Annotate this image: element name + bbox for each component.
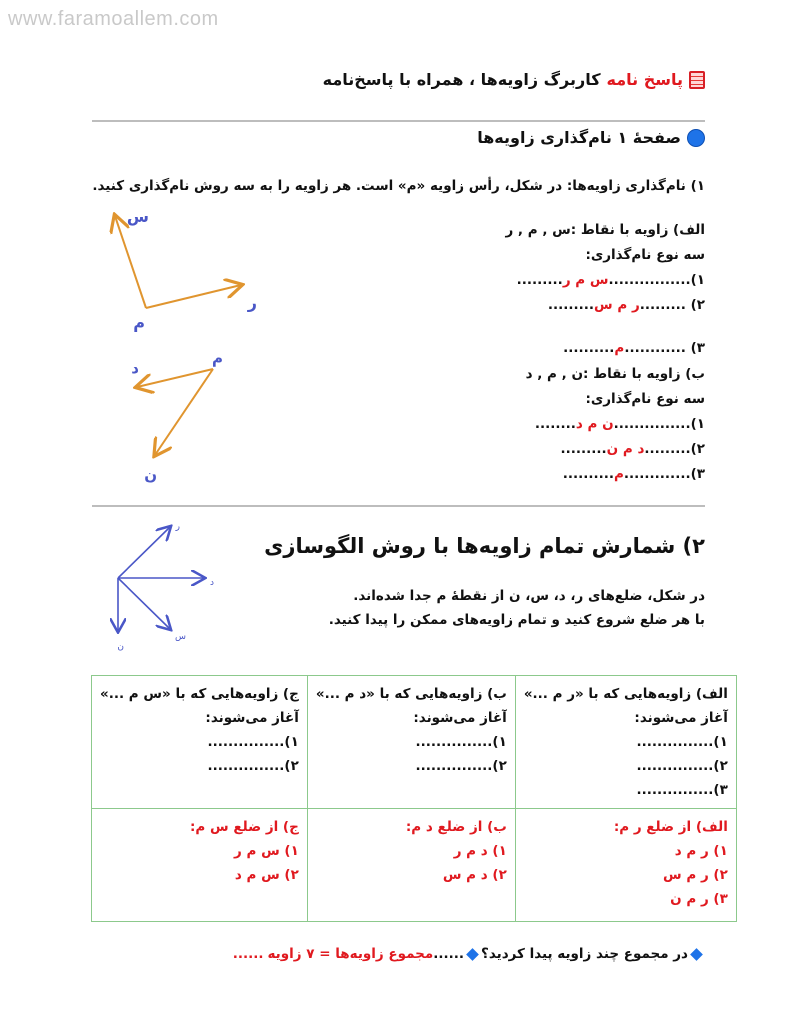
footer-summary: در مجموع چند زاویه پیدا کردید؟ ...... مجموع زاویه‌ها = ۷ زاویه ...... <box>233 946 705 962</box>
label-n: ن <box>117 642 124 652</box>
title-worksheet: کاربرگ زاویه‌ها ، همراه با پاسخ‌نامه <box>322 70 601 89</box>
questions-row <box>92 676 737 809</box>
answer-text: م <box>614 466 624 482</box>
question-cell-r: الف) زاویه‌هایی که با «ر م ...» آغاز می‌شوند: ۱)............... ۲)............... ۳)............... <box>515 676 736 809</box>
ray-s <box>115 216 146 308</box>
part-a-item-3: ۳) ............م.......... <box>563 340 705 356</box>
rays-figure <box>100 515 225 655</box>
label-d: د <box>209 578 214 588</box>
book-icon <box>689 71 705 89</box>
label-vertex: م <box>212 349 223 367</box>
page-title <box>323 70 705 89</box>
answer-cell-r: الف) از ضلع ر م: ۱) ر م د ۲) ر م س ۳) ر م ن <box>515 809 736 922</box>
part-b-subtitle: سه نوع نام‌گذاری: <box>585 391 705 407</box>
part-b-item-3: ۳).............م.......... <box>562 466 705 482</box>
section1-heading-text: صفحهٔ ۱ نام‌گذاری زاویه‌ها <box>477 128 681 147</box>
answer-text: م <box>614 340 625 356</box>
divider-top <box>92 120 705 122</box>
divider-middle <box>92 505 705 507</box>
part-a-item-2: ۲) .........ر م س......... <box>547 297 705 313</box>
label-r: ر <box>247 293 257 312</box>
part-a-title: الف) زاویه با نقاط :س , م , ر <box>505 222 705 238</box>
label-s: س <box>126 207 149 226</box>
section2-line-1: در شکل، ضلع‌های ر، د، س، ن از نقطهٔ م جدا شده‌اند. <box>353 588 705 604</box>
title-answer-key: پاسخ نامه <box>606 70 683 89</box>
blue-circle-icon <box>687 129 705 147</box>
diamond-bullet-icon <box>466 948 479 961</box>
watermark: www.faramoallem.com <box>8 8 219 30</box>
part-a-subtitle: سه نوع نام‌گذاری: <box>585 247 705 263</box>
question-cell-s: ج) زاویه‌هایی که با «س م ...» آغاز می‌شوند: ۱)............... ۲)............... <box>92 676 308 809</box>
label-vertex: م <box>133 313 145 332</box>
answer-cell-s: ج) از ضلع س م: ۱) س م ر ۲) س م د <box>92 809 308 922</box>
ray-n <box>155 369 213 455</box>
angles-table <box>91 675 737 922</box>
answer-text: ن م د <box>575 416 614 432</box>
part-b-item-2: ۲).........د م ن......... <box>560 441 705 457</box>
part-b-item-1: ۱)...............ن م د........ <box>534 416 705 432</box>
question-cell-d: ب) زاویه‌هایی که با «د م ...» آغاز می‌شوند: ۱)............... ۲)............... <box>307 676 515 809</box>
angle-figure-a <box>95 200 265 340</box>
answers-row <box>92 809 737 922</box>
answer-text: مجموع زاویه‌ها = ۷ زاویه <box>267 946 434 962</box>
section2-line-2: با هر ضلع شروع کنید و تمام زاویه‌های ممکن را پیدا کنید. <box>328 612 705 628</box>
answer-cell-d: ب) از ضلع د م: ۱) د م ر ۲) د م س <box>307 809 515 922</box>
section2-heading: ۲) شمارش تمام زاویه‌ها با روش الگوسازی <box>264 534 705 558</box>
label-r: ر <box>175 522 180 532</box>
ray-s <box>118 578 170 629</box>
ray-r <box>146 285 241 308</box>
question-1: ۱) نام‌گذاری زاویه‌ها: در شکل، رأس زاویه «م» است. هر زاویه را به سه روش نام‌گذاری کنید. <box>92 178 705 194</box>
label-d: د <box>131 359 139 377</box>
label-s: س <box>175 632 186 642</box>
angle-figure-b <box>115 345 235 490</box>
diamond-bullet-icon <box>690 948 703 961</box>
part-b-title: ب) زاویه با نقاط :ن , م , د <box>525 366 705 382</box>
answer-text: د م ن <box>606 441 645 457</box>
answer-text: س م ر <box>562 272 609 288</box>
ray-r <box>118 527 170 578</box>
answer-text: ر م س <box>594 297 640 313</box>
section1-heading <box>477 128 705 147</box>
label-n: ن <box>144 466 157 484</box>
part-a-item-1: ۱)................س م ر......... <box>516 272 705 288</box>
